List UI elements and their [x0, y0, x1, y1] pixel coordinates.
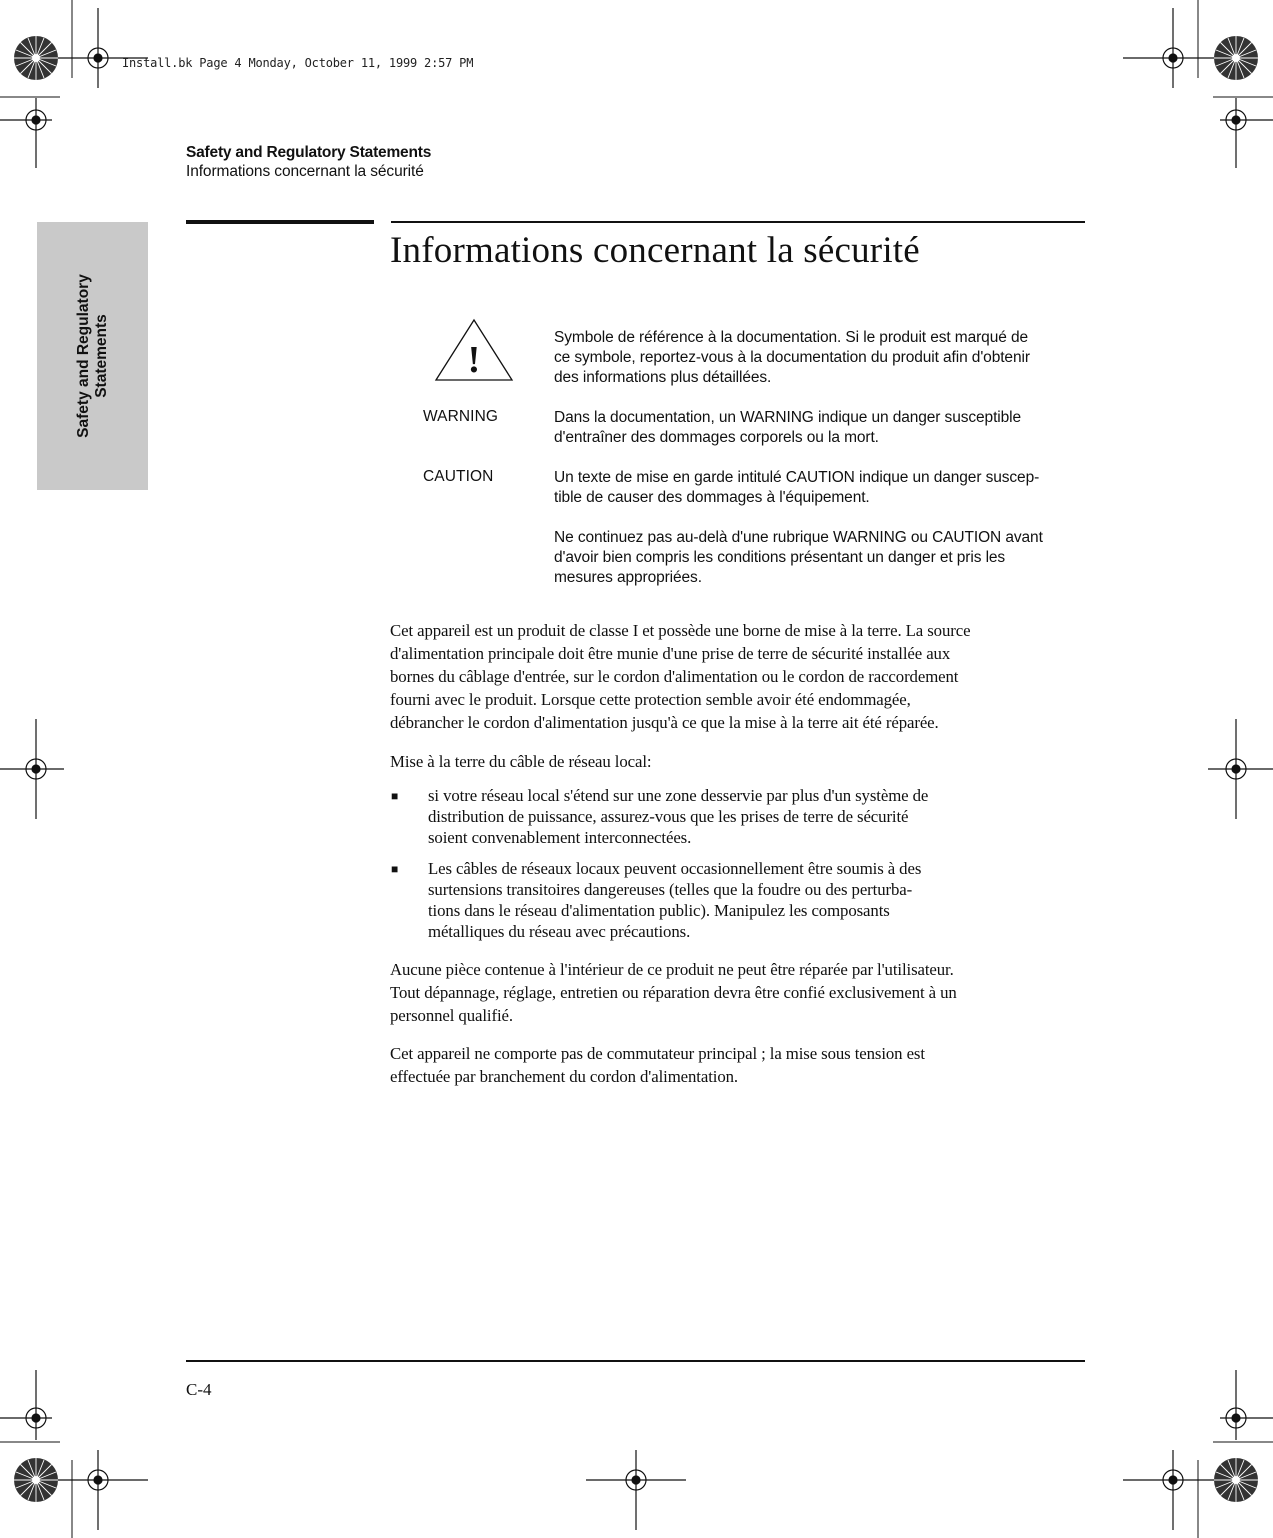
footer-rule — [186, 1360, 1085, 1362]
text-line: d'alimentation principale doit être munie d'une prise de terre de sécurité installée aux — [390, 644, 951, 663]
text-line: soient convenablement interconnectées. — [428, 828, 692, 847]
crosshair-mark — [586, 1450, 686, 1530]
crosshair-mark — [1208, 719, 1273, 819]
text-line: Cet appareil ne comporte pas de commutateur principal ; la mise sous tension est — [390, 1044, 925, 1063]
running-header-section: Safety and Regulatory Statements — [186, 144, 432, 161]
text-line: Cet appareil est un produit de classe I et possède une borne de mise à la terre. La source — [390, 621, 971, 640]
text-line: des informations plus détaillées. — [554, 369, 772, 386]
caution-label: CAUTION — [423, 468, 494, 485]
text-line: effectuée par branchement du cordon d'alimentation. — [390, 1067, 739, 1086]
crosshair-mark — [0, 98, 52, 168]
star-target-mark — [1214, 36, 1258, 80]
crosshair-mark — [1220, 1370, 1273, 1440]
bullet-icon: ■ — [391, 789, 399, 803]
text-line: distribution de puissance, assurez-vous que les prises de terre de sécurité — [428, 807, 909, 826]
list-item — [428, 785, 1048, 848]
paragraph-power-switch — [390, 1042, 1085, 1088]
list-item — [428, 858, 1048, 942]
title-rule-long — [391, 221, 1085, 223]
text-line: fourni avec le produit. Lorsque cette protection semble avoir été endommagée, — [390, 690, 911, 709]
crosshair-mark — [1123, 8, 1223, 88]
text-line: tible de causer des dommages à l'équipement. — [554, 489, 870, 506]
symbol-definition-text — [554, 328, 1079, 388]
text-line: d'avoir bien compris les conditions présentant un danger et pris les — [554, 549, 1006, 566]
text-line: Tout dépannage, réglage, entretien ou réparation devra être confié exclusivement à un — [390, 983, 957, 1002]
text-line: surtensions transitoires dangereuses (telles que la foudre ou des perturba- — [428, 880, 913, 899]
text-line: personnel qualifié. — [390, 1006, 513, 1025]
text-line: débrancher le cordon d'alimentation jusqu'à ce que la mise à la terre ait été réparée. — [390, 713, 939, 732]
text-line: Ne continuez pas au-delà d'une rubrique WARNING ou CAUTION avant — [554, 529, 1043, 546]
text-line: bornes du câblage d'entrée, sur le cordon d'alimentation ou le cordon de raccordement — [390, 667, 959, 686]
warning-definition-text — [554, 408, 1079, 448]
title-rule-short — [186, 220, 374, 224]
caution-note-text — [554, 528, 1079, 588]
crosshair-mark — [1123, 1450, 1223, 1530]
text-line: ce symbole, reportez-vous à la documentation du produit afin d'obtenir — [554, 349, 1030, 366]
crosshair-mark — [0, 1370, 52, 1440]
paragraph-grounding — [390, 619, 1085, 734]
paragraph-service — [390, 958, 1085, 1027]
text-line: tions dans le réseau d'alimentation public). Manipulez les composants — [428, 901, 890, 920]
star-target-mark — [14, 36, 58, 80]
side-tab-line: Statements — [92, 314, 110, 398]
crosshair-mark — [1220, 98, 1273, 168]
star-target-mark — [14, 1458, 58, 1502]
text-line: Symbole de référence à la documentation. Si le produit est marqué de — [554, 329, 1028, 346]
side-tab-label — [75, 274, 111, 438]
svg-text:!: ! — [467, 339, 481, 381]
warning-label: WARNING — [423, 408, 499, 425]
text-line: Dans la documentation, un WARNING indique un danger susceptible — [554, 409, 1022, 426]
side-tab — [37, 222, 148, 490]
caution-definition-text — [554, 468, 1079, 508]
crosshair-mark — [48, 1450, 148, 1530]
text-line: d'entraîner des dommages corporels ou la mort. — [554, 429, 879, 446]
page-title: Informations concernant la sécurité — [390, 230, 920, 271]
text-line: métalliques du réseau avec précautions. — [428, 922, 691, 941]
page-number: C-4 — [186, 1380, 212, 1399]
print-metadata: Install.bk Page 4 Monday, October 11, 1999 2:57 PM — [122, 56, 474, 70]
side-tab-line: Safety and Regulatory — [74, 274, 92, 438]
star-target-mark — [1214, 1458, 1258, 1502]
text-line: Un texte de mise en garde intitulé CAUTION indique un danger suscep- — [554, 469, 1040, 486]
running-header-subsection: Informations concernant la sécurité — [186, 163, 424, 180]
crosshair-mark — [48, 8, 148, 88]
text-line: Les câbles de réseaux locaux peuvent occasionnellement être soumis à des — [428, 859, 922, 878]
crosshair-mark — [0, 719, 64, 819]
warning-triangle-icon — [434, 318, 514, 382]
paragraph-lan-grounding: Mise à la terre du câble de réseau local: — [390, 752, 652, 771]
text-line: mesures appropriées. — [554, 569, 702, 586]
text-line: si votre réseau local s'étend sur une zone desservie par plus d'un système de — [428, 786, 929, 805]
bullet-icon: ■ — [391, 862, 399, 876]
text-line: Aucune pièce contenue à l'intérieur de ce produit ne peut être réparée par l'utilisateur. — [390, 960, 954, 979]
